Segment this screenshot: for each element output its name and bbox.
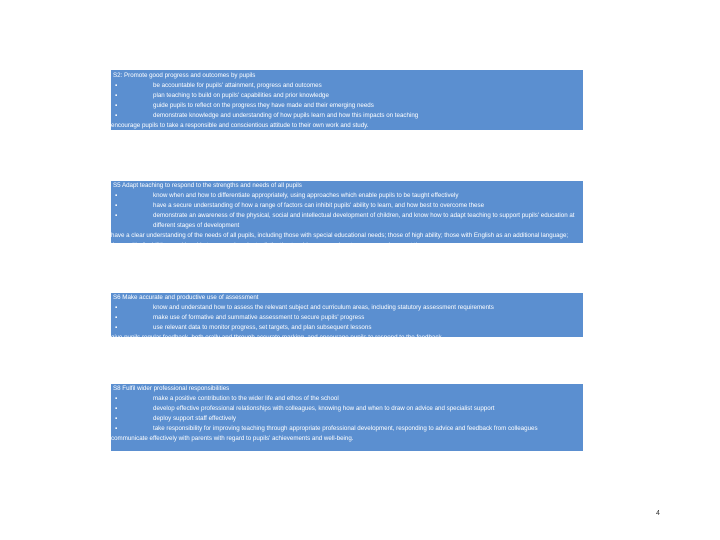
list-item: ▪ develop effective professional relationships with colleagues, knowing how and when to draw on advice and specialist support: [115, 405, 495, 412]
bullet-icon: ▪: [115, 202, 118, 209]
bullet-icon: ▪: [115, 415, 118, 422]
list-item: ▪ guide pupils to reflect on the progress they have made and their emerging needs: [115, 102, 374, 109]
bullet-icon: ▪: [115, 314, 118, 321]
bullet-icon: ▪: [115, 405, 118, 412]
standard-tail-text: give pupils regular feedback, both orally and through accurate marking, and encourage pupils to respond to the feedback.: [111, 334, 444, 341]
list-item: ▪ have a secure understanding of how a range of factors can inhibit pupils' ability to learn, and how best to overcome these: [115, 202, 485, 209]
standard-heading: S2: Promote good progress and outcomes by pupils: [113, 72, 256, 79]
list-item: ▪ make a positive contribution to the wider life and ethos of the school: [115, 395, 339, 402]
list-item: ▪ make use of formative and summative assessment to secure pupils' progress: [115, 314, 365, 321]
bullet-icon: ▪: [115, 102, 118, 109]
standard-tail-text: communicate effectively with parents with regard to pupils' achievements and well-being.: [111, 435, 354, 442]
standard-box-s8: [111, 384, 583, 451]
standard-heading: S6 Make accurate and productive use of assessment: [113, 294, 259, 301]
standard-tail-text: have a clear understanding of the needs of all pupils, including those with special educational needs; those of high ability; those with English as an additional language; those with disabilities; and be able to use and evaluate distinctive teaching approaches to engage and support them.: [111, 232, 569, 249]
standard-box-s6: [111, 293, 583, 341]
bullet-icon: ▪: [115, 395, 118, 402]
bullet-icon: ▪: [115, 192, 118, 199]
list-item: ▪ demonstrate knowledge and understanding of how pupils learn and how this impacts on teaching: [115, 112, 419, 119]
standard-tail-text: encourage pupils to take a responsible and conscientious attitude to their own work and study.: [111, 122, 369, 129]
list-item: ▪ take responsibility for improving teaching through appropriate professional development, responding to advice and feedback from colleagues: [115, 425, 538, 432]
list-item: ▪ deploy support staff effectively: [115, 415, 237, 422]
list-item: ▪ use relevant data to monitor progress, set targets, and plan subsequent lessons: [115, 324, 372, 331]
standard-box-s5: [111, 181, 583, 249]
standard-heading: S5 Adapt teaching to respond to the strengths and needs of all pupils: [113, 182, 302, 189]
page-number: 4: [656, 510, 660, 517]
bullet-icon: ▪: [115, 92, 118, 99]
standard-heading: S8 Fulfil wider professional responsibilities: [113, 385, 230, 392]
bullet-icon: ▪: [115, 324, 118, 331]
bullet-icon: ▪: [115, 212, 118, 219]
bullet-icon: ▪: [115, 82, 118, 89]
list-item: ▪ know when and how to differentiate appropriately, using approaches which enable pupils to be taught effectively: [115, 192, 459, 199]
bullet-icon: ▪: [115, 304, 118, 311]
list-item: ▪ plan teaching to build on pupils' capabilities and prior knowledge: [115, 92, 329, 99]
list-item: ▪ be accountable for pupils' attainment, progress and outcomes: [115, 82, 322, 89]
bullet-icon: ▪: [115, 112, 118, 119]
list-item: ▪ know and understand how to assess the relevant subject and curriculum areas, including statutory assessment requirements: [115, 304, 494, 311]
list-item: ▪ demonstrate an awareness of the physical, social and intellectual development of children, and know how to adapt teaching to support pupils' education at different stages of development: [115, 212, 575, 229]
standard-box-s2: [111, 70, 583, 130]
bullet-icon: ▪: [115, 425, 118, 432]
